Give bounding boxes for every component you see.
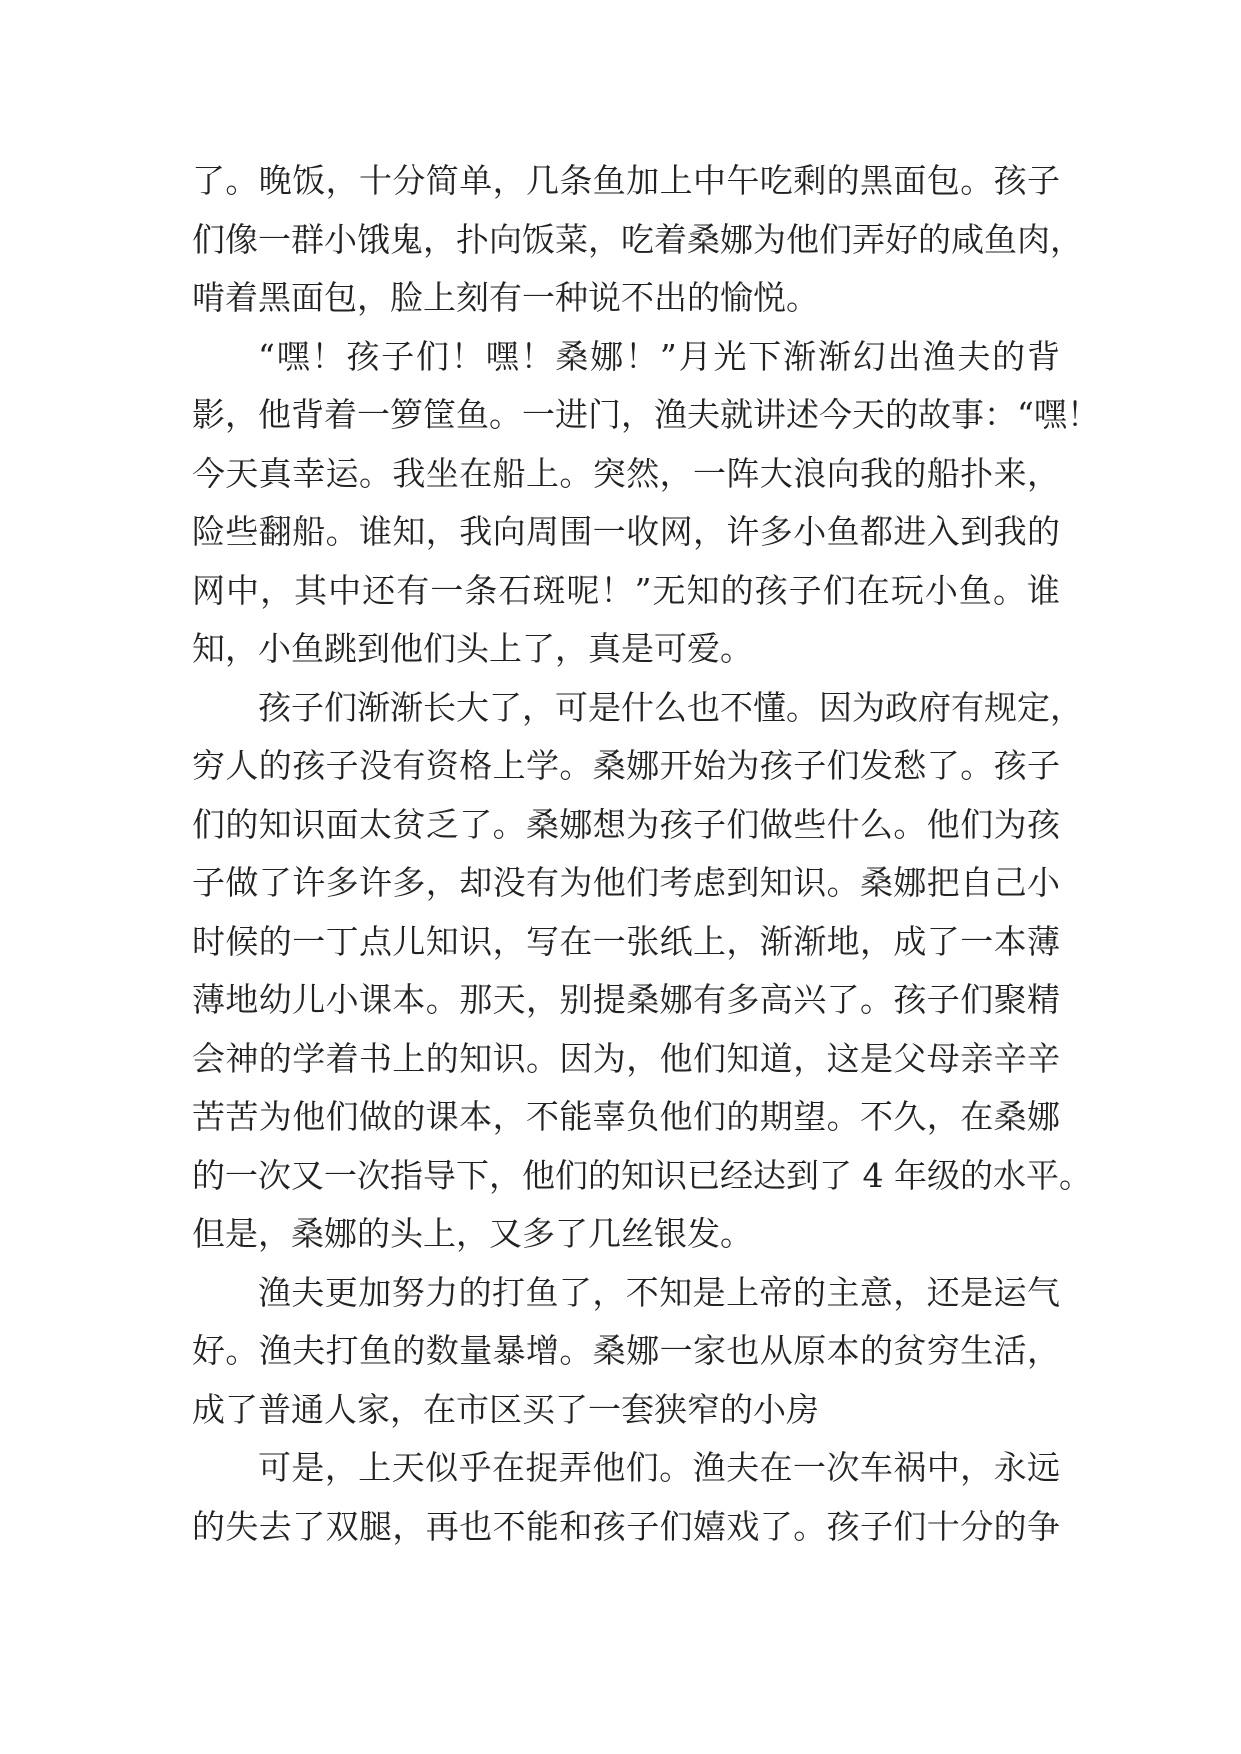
text-line: 险些翻船。谁知，我向周围一收网，许多小鱼都进入到我的: [192, 512, 1060, 551]
text-line: 渔夫更加努力的打鱼了，不知是上帝的主意，还是运气: [258, 1272, 1060, 1312]
text-line: 成了普通人家，在市区买了一套狭窄的小房: [192, 1389, 819, 1429]
text-line: 影，他背着一箩筐鱼。一进门，渔夫就讲述今天的故事：“嘿！: [192, 395, 1100, 434]
text-line: 今天真幸运。我坐在船上。突然，一阵大浪向我的船扑来，: [192, 453, 1060, 493]
text-line: 知，小鱼跳到他们头上了，真是可爱。: [192, 629, 753, 668]
text-line: 的一次又一次指导下，他们的知识已经达到了 4 年级的水平。: [192, 1155, 1092, 1195]
text-line: 了。晚饭，十分简单，几条鱼加上中午吃剩的黑面包。孩子: [192, 161, 1060, 200]
text-line: 的失去了双腿，再也不能和孩子们嬉戏了。孩子们十分的争: [192, 1506, 1060, 1546]
text-line: 薄地幼儿小课本。那天，别提桑娜有多高兴了。孩子们聚精: [192, 980, 1060, 1019]
text-line: 好。渔夫打鱼的数量暴增。桑娜一家也从原本的贫穷生活，: [192, 1331, 1060, 1370]
text-line: 会神的学着书上的知识。因为，他们知道，这是父母亲辛辛: [192, 1038, 1060, 1078]
text-line: “嘿！孩子们！嘿！桑娜！”月光下渐渐幻出渔夫的背: [258, 336, 1060, 376]
text-line: 们像一群小饿鬼，扑向饭菜，吃着桑娜为他们弄好的咸鱼肉，: [192, 219, 1083, 259]
text-line: 孩子们渐渐长大了，可是什么也不懂。因为政府有规定，: [258, 687, 1083, 727]
text-line: 子做了许多许多，却没有为他们考虑到知识。桑娜把自己小: [192, 863, 1060, 902]
story-text: [192, 152, 1100, 1556]
text-line: 穷人的孩子没有资格上学。桑娜开始为孩子们发愁了。孩子: [192, 746, 1060, 785]
text-line: 们的知识面太贫乏了。桑娜想为孩子们做些什么。他们为孩: [192, 804, 1060, 844]
text-line: 苦苦为他们做的课本，不能辜负他们的期望。不久，在桑娜: [192, 1097, 1060, 1136]
text-line: 可是，上天似乎在捉弄他们。渔夫在一次车祸中，永远: [258, 1448, 1060, 1487]
text-line: 时候的一丁点儿知识，写在一张纸上，渐渐地，成了一本薄: [192, 921, 1060, 961]
text-line: 网中，其中还有一条石斑呢！”无知的孩子们在玩小鱼。谁: [192, 570, 1060, 610]
text-line: 啃着黑面包，脸上刻有一种说不出的愉悦。: [192, 278, 819, 317]
text-line: 但是，桑娜的头上，又多了几丝银发。: [192, 1214, 753, 1253]
